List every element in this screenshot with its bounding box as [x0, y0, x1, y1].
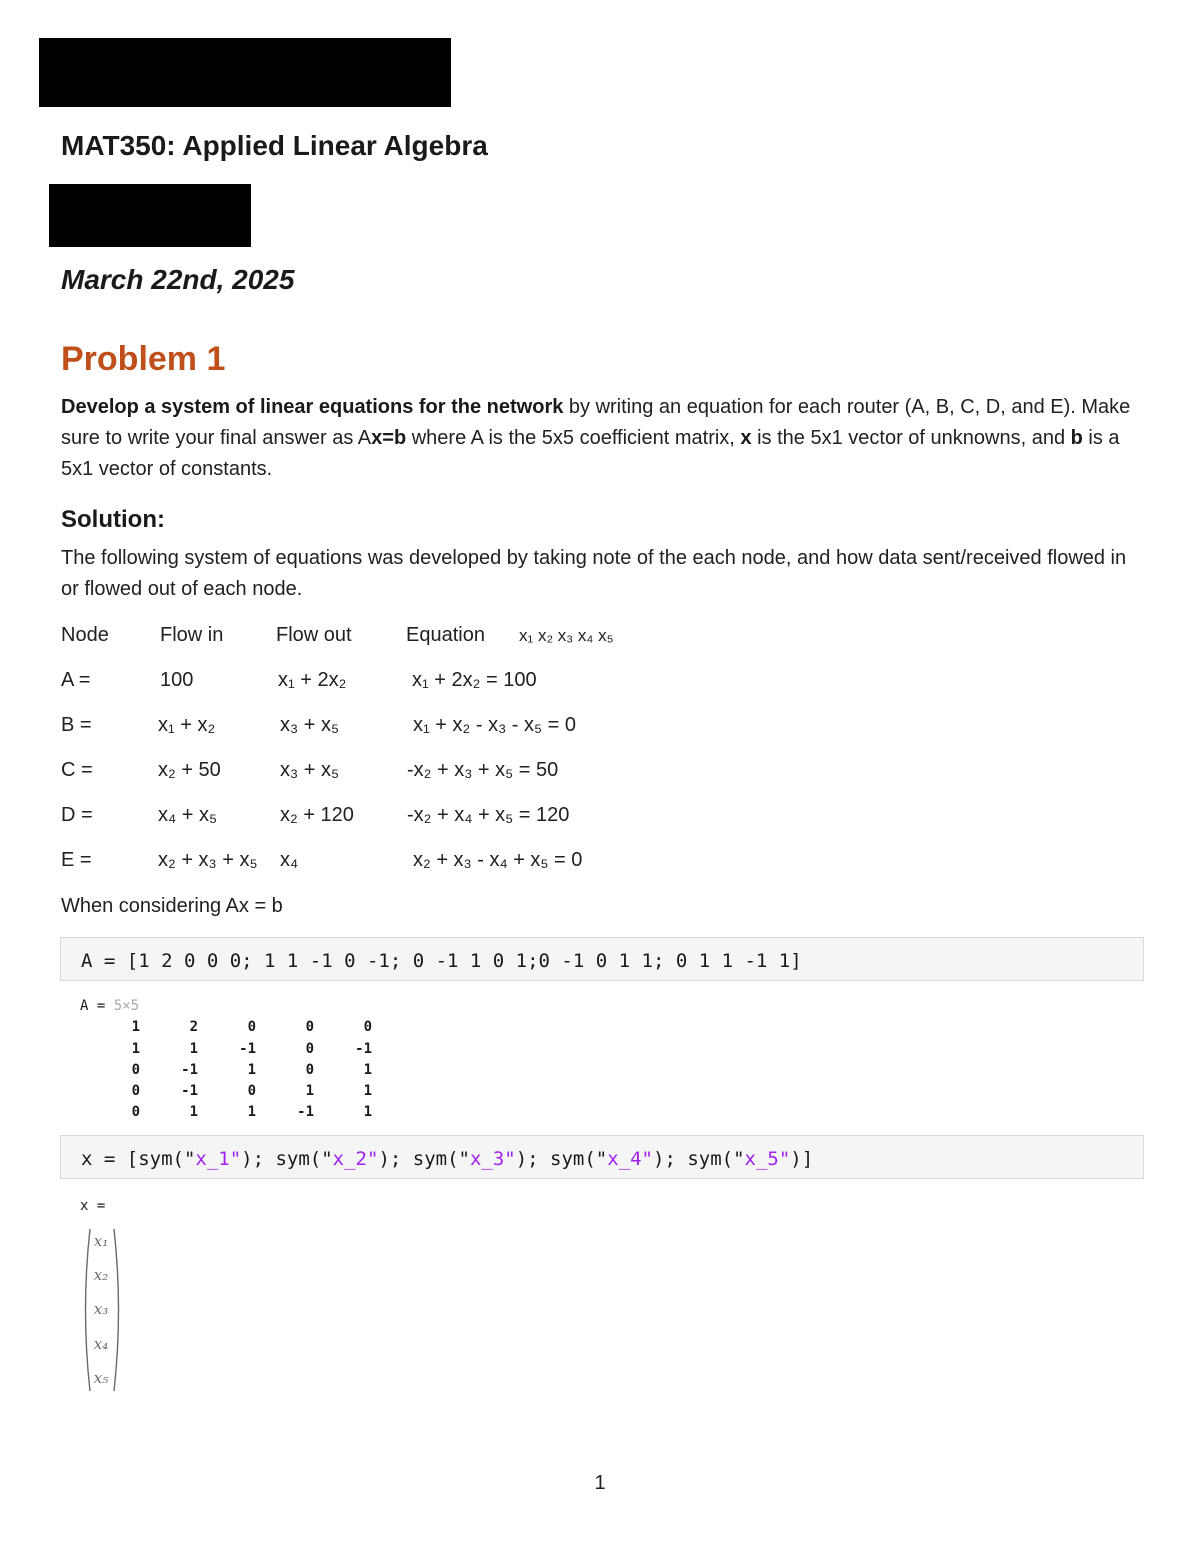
code-string: x_1"	[195, 1148, 242, 1170]
vector-entry: x₄	[93, 1335, 109, 1353]
row-e-flow-in: x₂ + x₃ + x₅	[158, 849, 258, 871]
matrix-cell: 1	[363, 1104, 372, 1120]
matrix-cell: -1	[181, 1083, 198, 1099]
row-c-equation: -x₂ + x₃ + x₅ = 50	[407, 759, 559, 781]
matrix-cell: -1	[239, 1041, 256, 1057]
code-string: x_3"	[469, 1148, 516, 1170]
row-a-flow-in: 100	[160, 669, 194, 691]
code-string: x_5"	[744, 1148, 791, 1170]
code-line-vector-x[interactable]	[60, 1135, 1144, 1179]
matrix-cell: 1	[189, 1104, 198, 1120]
matrix-cell: 0	[305, 1062, 314, 1078]
row-d-flow-in: x₄ + x₅	[158, 804, 218, 826]
row-d-flow-out: x₂ + 120	[280, 804, 354, 826]
page-number: 1	[594, 1472, 606, 1494]
row-e-flow-out: x₄	[280, 849, 299, 871]
row-b-flow-out: x₃ + x₅	[280, 714, 339, 736]
table-header-variables: x₁ x₂ x₃ x₄ x₅	[519, 626, 614, 645]
code-line-matrix-a[interactable]: A = [1 2 0 0 0; 1 1 -1 0 -1; 0 -1 1 0 1;0 -1 0 1 1; 0 1 1 -1 1]	[60, 937, 1144, 981]
row-c-flow-out: x₃ + x₅	[280, 759, 339, 781]
prompt-text-1: by writing an equation for each router (A, B, C, D, and E). Make sure to write your final answer as A	[61, 396, 1131, 449]
row-a-equation: x₁ + 2x₂ = 100	[412, 669, 537, 691]
vector-entry: x₂	[93, 1266, 109, 1284]
matrix-cell: 1	[363, 1083, 372, 1099]
matrix-cell: 0	[247, 1019, 256, 1035]
course-title: MAT350: Applied Linear Algebra	[61, 130, 488, 161]
output-matrix-a-size: 5×5	[113, 998, 140, 1014]
row-a-node: A =	[61, 669, 91, 691]
redacted-author-block	[49, 184, 251, 247]
table-header-equation: Equation	[406, 624, 485, 646]
problem-prompt	[61, 392, 1141, 485]
output-matrix-a-header	[80, 998, 139, 1014]
code-text: ); sym("	[378, 1148, 470, 1170]
matrix-row	[100, 1062, 400, 1083]
prompt-text-4: is a 5x1 vector of constants.	[61, 427, 1120, 480]
row-d-equation: -x₂ + x₄ + x₅ = 120	[407, 804, 570, 826]
code-string: x_4"	[607, 1148, 653, 1170]
prompt-bold: Develop a system of linear equations for the network	[61, 396, 564, 418]
matrix-cell: 0	[305, 1019, 314, 1035]
output-vector-x-label: x =	[80, 1198, 106, 1214]
matrix-cell: 0	[363, 1019, 372, 1035]
vector-entry: x₃	[93, 1300, 109, 1318]
matrix-cell: 0	[305, 1041, 314, 1057]
code-text: ); sym("	[515, 1148, 608, 1170]
row-e-equation: x₂ + x₃ - x₄ + x₅ = 0	[413, 849, 583, 871]
matrix-cell: 0	[131, 1062, 140, 1078]
solution-intro: The following system of equations was developed by taking note of the each node, and how data sent/received flowed in or flowed out of each node.	[61, 547, 1127, 600]
matrix-row	[100, 1041, 400, 1062]
code-text: x = [sym("	[81, 1148, 196, 1170]
table-header-flow-out: Flow out	[276, 624, 352, 646]
matrix-cell: 1	[131, 1041, 140, 1057]
code-string: x_2"	[332, 1148, 379, 1170]
matrix-cell: 2	[189, 1019, 198, 1035]
prompt-text-2: where A is the 5x5 coefficient matrix,	[406, 427, 741, 449]
matrix-cell: 1	[189, 1041, 198, 1057]
matrix-cell: 1	[305, 1083, 314, 1099]
code-text: ); sym("	[653, 1148, 745, 1170]
matrix-cell: 1	[131, 1019, 140, 1035]
matrix-row	[100, 1104, 400, 1125]
matrix-row	[100, 1083, 400, 1104]
vector-entry: x₁	[93, 1232, 109, 1250]
problem-heading: Problem 1	[61, 340, 226, 378]
matrix-cell: 1	[247, 1104, 256, 1120]
table-header-flow-in: Flow in	[160, 624, 224, 646]
code-text: )]	[790, 1148, 814, 1170]
prompt-text-3: is the 5x1 vector of unknowns, and	[751, 427, 1071, 449]
document-date: March 22nd, 2025	[61, 264, 295, 295]
vector-entry: x₅	[93, 1369, 109, 1387]
matrix-cell: -1	[297, 1104, 314, 1120]
prompt-x-2: x	[740, 427, 752, 449]
redacted-name-block	[39, 38, 451, 107]
row-b-flow-in: x₁ + x₂	[158, 714, 216, 736]
row-d-node: D =	[61, 804, 93, 826]
matrix-cell: 0	[131, 1083, 140, 1099]
row-e-node: E =	[61, 849, 92, 871]
solution-heading: Solution:	[61, 506, 165, 533]
table-header-node: Node	[61, 624, 109, 646]
row-c-flow-in: x₂ + 50	[158, 759, 221, 781]
output-matrix-a-label: A =	[80, 998, 114, 1014]
considering-text: When considering Ax = b	[61, 895, 283, 917]
row-c-node: C =	[61, 759, 93, 781]
prompt-x: x	[371, 427, 383, 449]
prompt-equals: =	[382, 427, 394, 449]
matrix-row	[100, 1019, 400, 1040]
prompt-b: b	[393, 427, 407, 449]
matrix-cell: -1	[181, 1062, 198, 1078]
matrix-cell: -1	[355, 1041, 372, 1057]
matrix-cell: 0	[131, 1104, 140, 1120]
row-b-node: B =	[61, 714, 92, 736]
row-b-equation: x₁ + x₂ - x₃ - x₅ = 0	[413, 714, 576, 736]
matrix-cell: 0	[247, 1083, 256, 1099]
matrix-cell: 1	[363, 1062, 372, 1078]
row-a-flow-out: x₁ + 2x₂	[278, 669, 347, 691]
matrix-cell: 1	[247, 1062, 256, 1078]
prompt-b-2: b	[1070, 427, 1083, 449]
code-text: ); sym("	[241, 1148, 333, 1170]
